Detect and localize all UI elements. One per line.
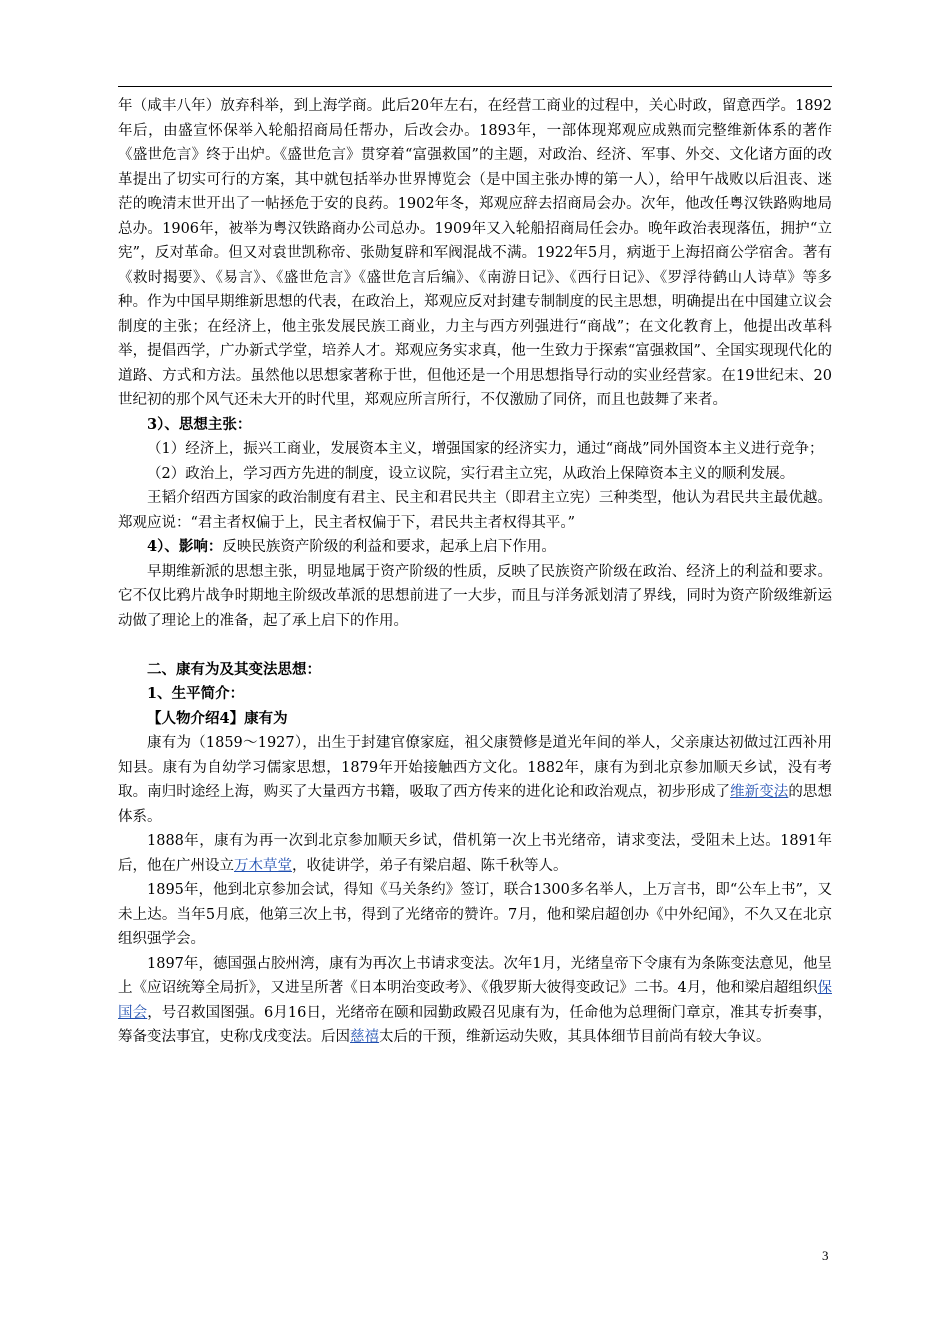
link-reform[interactable]: 维新变法 [730,784,789,800]
page-number: 3 [822,1248,829,1263]
heading-influence: 4）、影响： [147,538,223,555]
kang-early-text-end: 的思想体系。 [118,784,833,825]
heading-section-kang: 二、康有为及其变法思想： [147,660,321,678]
heading-biography: 1、生平简介： [147,685,245,702]
header-rule [118,86,832,87]
document-body [118,94,832,1050]
link-cixi[interactable]: 慈禧 [350,1029,379,1045]
paragraph-wangtao: 王韬介绍西方国家的政治制度有君主、民主和君民共主（即君主立宪）三种类型，他认为君民共主最优越。郑观应说：“君主者权偏于上，民主者权偏于下，君民共主者权得其平。” [118,490,832,531]
kang-1897-text-mid: ，号召救国图强。6月16日，光绪帝在颐和园勤政殿召见康有为，任命他为总理衙门章京，准其专折奏事，筹备变法事宜，史称戊戌变法。后因 [118,1004,833,1045]
heading-thought-claims: 3）、思想主张： [147,415,252,433]
paragraph-influence [118,535,832,560]
paragraph-zheng-biography: 年（咸丰八年）放弃科举，到上海学商。此后20年左右，在经营工商业的过程中，关心时政，留意西学。1892年后，由盛宣怀保举入轮船招商局任帮办，后改会办。1893年，一部体现郑观应成熟而完整维新体系的著作《盛世危言》终于出炉。《盛世危言》贯穿着“富强救国”的主题，对政治、经济、军事、外交、文化诸方面的改革提出了切实可行的方案，其中就包括举办世界博览会（是中国主张办博的第一人），给甲午战败以后沮丧、迷茫的晚清末世开出了一帖拯危于安的良药。1902年冬，郑观应辞去招商局会办。次年，他改任粤汉铁路购地局总办。1906年，被举为粤汉铁路商办公司总办。1909年又入轮船招商局任会办。晚年政治表现落伍，拥护“立宪”，反对革命。但又对袁世凯称帝、张勋复辟和军阀混战不满。1922年5月，病逝于上海招商公学宿舍。著有《救时揭要》、《易言》、《盛世危言》《盛世危言后编》、《南游日记》、《西行日记》、《罗浮待鹤山人诗草》等多种。作为中国早期维新思想的代表，在政治上，郑观应反对封建专制制度的民主思想，明确提出在中国建立议会制度的主张；在经济上，他主张发展民族工商业，力主与西方列强进行“商战”；在文化教育上，他提出改革科举，提倡西学，广办新式学堂，培养人才。郑观应务实求真，他一生致力于探索“富强救国”、全国实现现代化的道路、方式和方法。虽然他以思想家著称于世，但他还是一个用思想指导行动的实业经营家。在19世纪末、20世纪初的那个风气还未大开的时代里，郑观应所言所行，不仅激励了同侪，而且也鼓舞了来者。 [118,98,832,408]
kang-1888-text-end: ，收徒讲学，弟子有梁启超、陈千秋等人。 [292,857,568,874]
link-wanmu-caotang[interactable]: 万木草堂 [234,857,292,874]
heading-person-intro: 【人物介绍4】康有为 [147,709,288,727]
spacer [118,633,832,658]
paragraph-kang-1888 [118,829,832,878]
paragraph-economic-claim: （1）经济上，振兴工商业，发展资本主义，增强国家的经济实力，通过“商战”同外国资本主义进行竞争； [147,441,824,457]
paragraph-kang-1895: 1895年，他到北京参加会试，得知《马关条约》签订，联合1300多名举人，上万言书，即“公车上书”，又未上达。当年5月底，他第三次上书，得到了光绪帝的赞许。7月，他和梁启超创办《中外纪闻》，不久又在北京组织强学会。 [118,882,832,947]
link-baoguohui[interactable]: 保国会 [118,980,832,1021]
kang-1897-text-end: 太后的干预，维新运动失败，其具体细节目前尚有较大争议。 [379,1029,771,1045]
kang-1888-text: 1888年，康有为再一次到北京参加顺天乡试，借机第一次上书光绪帝，请求变法，受阻未上达。1891年后，他在广州设立 [118,833,832,874]
kang-1897-text: 1897年，德国强占胶州湾，康有为再次上书请求变法。次年1月，光绪皇帝下令康有为条陈变法意见，他呈上《应诏统筹全局折》，又进呈所著《日本明治变政考》、《俄罗斯大彼得变政记》二书。4月，他和梁启超组织 [118,955,832,996]
paragraph-early-reformers: 早期维新派的思想主张，明显地属于资产阶级的性质，反映了民族资产阶级在政治、经济上的利益和要求。它不仅比鸦片战争时期地主阶级改革派的思想前进了一大步，而且与洋务派划清了界线，同时为资产阶级维新运动做了理论上的准备，起了承上启下的作用。 [118,563,832,629]
paragraph-political-claim: （2）政治上，学习西方先进的制度，设立议院，实行君主立宪，从政治上保障资本主义的顺利发展。 [147,465,795,482]
paragraph-kang-1897 [118,952,832,1050]
kang-early-text: 康有为（1859～1927），出生于封建官僚家庭，祖父康赞修是道光年间的举人，父亲康达初做过江西补用知县。康有为自幼学习儒家思想，1879年开始接触西方文化。1882年，康有为到北京参加顺天乡试，没有考取。南归时途经上海，购买了大量西方书籍，吸取了西方传来的进化论和政治观点，初步形成了 [118,735,832,800]
paragraph-kang-early [118,731,832,829]
influence-text: 反映民族资产阶级的利益和要求，起承上启下作用。 [222,539,556,555]
